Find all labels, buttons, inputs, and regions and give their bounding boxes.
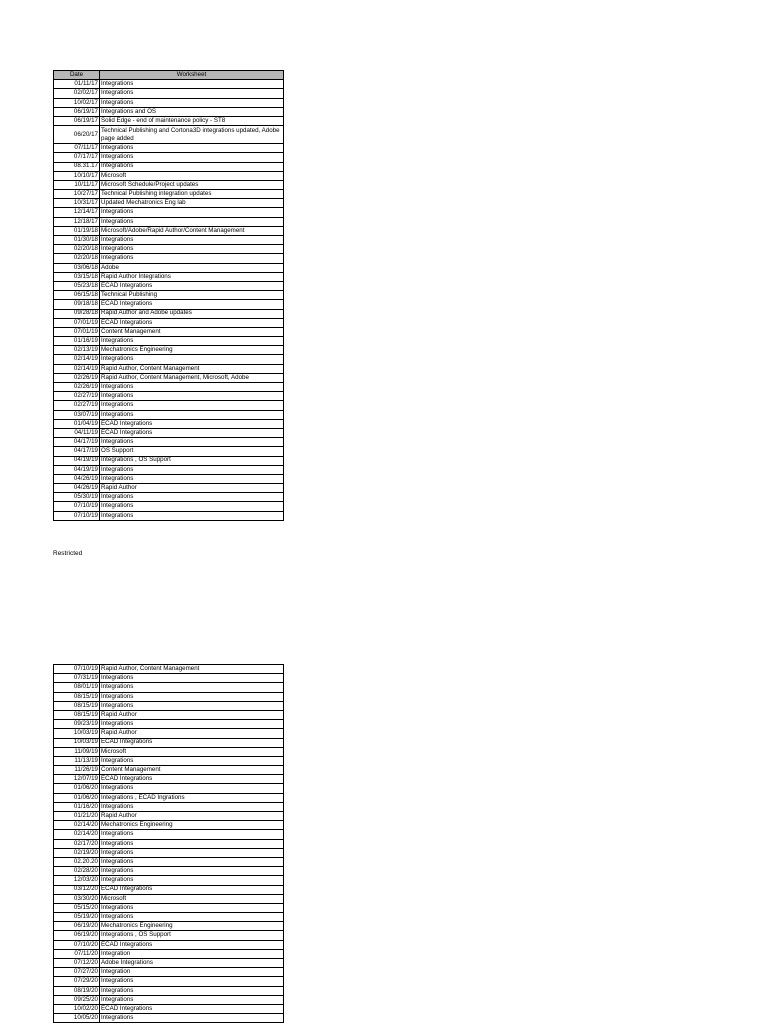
table-row — [54, 493, 284, 502]
worksheet-cell: Microsoft — [100, 747, 284, 756]
table-row — [54, 738, 284, 747]
date-cell: 06/19/17 — [54, 116, 100, 125]
date-cell: 11/26/19 — [54, 766, 100, 775]
date-cell: 07/27/20 — [54, 968, 100, 977]
table-row — [54, 428, 284, 437]
date-cell: 07/10/19 — [54, 665, 100, 674]
worksheet-cell: Integrations — [100, 977, 284, 986]
worksheet-cell: Rapid Author and Adobe updates — [100, 309, 284, 318]
table-row — [54, 226, 284, 235]
worksheet-log-table-1 — [53, 70, 284, 521]
date-cell: 10/11/17 — [54, 180, 100, 189]
date-cell: 02.20.20 — [54, 857, 100, 866]
worksheet-cell: Integrations — [100, 986, 284, 995]
table-row — [54, 438, 284, 447]
date-cell: 02/14/19 — [54, 355, 100, 364]
table-row — [54, 144, 284, 153]
table-row — [54, 821, 284, 830]
date-cell: 02/14/20 — [54, 830, 100, 839]
date-cell: 02/26/19 — [54, 373, 100, 382]
table-row — [54, 272, 284, 281]
table-row — [54, 848, 284, 857]
table-row — [54, 281, 284, 290]
date-cell: 08/01/19 — [54, 683, 100, 692]
worksheet-cell: Integrations — [100, 208, 284, 217]
date-cell: 06/19/20 — [54, 931, 100, 940]
date-cell: 07/11/20 — [54, 949, 100, 958]
table-row — [54, 291, 284, 300]
worksheet-column-header: Worksheet — [100, 71, 284, 80]
date-cell: 02/13/19 — [54, 346, 100, 355]
date-column-header: Date — [54, 71, 100, 80]
table-row — [54, 89, 284, 98]
table-row — [54, 812, 284, 821]
date-cell: 09/23/19 — [54, 720, 100, 729]
worksheet-cell: Integrations — [100, 474, 284, 483]
date-cell: 04/11/19 — [54, 428, 100, 437]
date-cell: 05/15/20 — [54, 903, 100, 912]
worksheet-cell: Integrations — [100, 848, 284, 857]
table-row — [54, 802, 284, 811]
table-row — [54, 364, 284, 373]
worksheet-cell: Integrations — [100, 410, 284, 419]
table-row — [54, 839, 284, 848]
table-row — [54, 502, 284, 511]
worksheet-cell: Integrations — [100, 162, 284, 171]
table-row — [54, 747, 284, 756]
table-row — [54, 710, 284, 719]
worksheet-cell: Integrations — [100, 692, 284, 701]
date-cell: 02/17/20 — [54, 839, 100, 848]
date-cell: 07/10/19 — [54, 511, 100, 520]
date-cell: 10/03/19 — [54, 738, 100, 747]
table-row — [54, 263, 284, 272]
date-cell: 01/30/18 — [54, 236, 100, 245]
worksheet-cell: Integrations — [100, 245, 284, 254]
worksheet-cell: Integrations — [100, 802, 284, 811]
table-row — [54, 784, 284, 793]
date-cell: 09/28/18 — [54, 309, 100, 318]
worksheet-cell: ECAD Integrations — [100, 940, 284, 949]
table-row — [54, 674, 284, 683]
date-cell: 07/11/17 — [54, 144, 100, 153]
date-cell: 08/15/19 — [54, 692, 100, 701]
table-row — [54, 410, 284, 419]
date-cell: 02/14/19 — [54, 364, 100, 373]
date-cell: 07/10/19 — [54, 502, 100, 511]
date-cell: 10/31/17 — [54, 199, 100, 208]
table-row — [54, 180, 284, 189]
worksheet-cell: Integrations — [100, 493, 284, 502]
date-cell: 02/14/20 — [54, 821, 100, 830]
date-cell: 07/12/20 — [54, 959, 100, 968]
worksheet-cell: ECAD Integrations — [100, 428, 284, 437]
worksheet-cell: Mechatronics Engineering — [100, 922, 284, 931]
date-cell: 07/01/19 — [54, 327, 100, 336]
worksheet-cell: Integrations — [100, 383, 284, 392]
table-row — [54, 171, 284, 180]
date-cell: 11/09/19 — [54, 747, 100, 756]
table-row — [54, 683, 284, 692]
table-row — [54, 692, 284, 701]
worksheet-cell: Adobe Integrations — [100, 959, 284, 968]
worksheet-cell: Integrations — [100, 830, 284, 839]
table-row — [54, 392, 284, 401]
worksheet-cell: Integrations — [100, 98, 284, 107]
date-cell: 05/23/18 — [54, 281, 100, 290]
date-cell: 01/16/19 — [54, 337, 100, 346]
table-row — [54, 383, 284, 392]
table-row — [54, 190, 284, 199]
date-cell: 01/11/17 — [54, 80, 100, 89]
table-row — [54, 346, 284, 355]
table-row — [54, 922, 284, 931]
worksheet-cell: ECAD Integrations — [100, 300, 284, 309]
worksheet-cell: Rapid Author — [100, 484, 284, 493]
worksheet-cell: Rapid Author — [100, 710, 284, 719]
table-row — [54, 217, 284, 226]
table-row — [54, 116, 284, 125]
table-row — [54, 107, 284, 116]
table-row — [54, 775, 284, 784]
date-cell: 07/01/19 — [54, 318, 100, 327]
date-cell: 03/06/18 — [54, 263, 100, 272]
table-row — [54, 245, 284, 254]
table-row — [54, 456, 284, 465]
worksheet-cell: ECAD Integrations — [100, 885, 284, 894]
date-cell: 04/19/19 — [54, 456, 100, 465]
date-cell: 04/19/19 — [54, 465, 100, 474]
worksheet-cell: Rapid Author — [100, 729, 284, 738]
worksheet-cell: Integrations — [100, 254, 284, 263]
date-cell: 02/28/20 — [54, 867, 100, 876]
worksheet-cell: Mechatronics Engineering — [100, 346, 284, 355]
worksheet-cell: Integrations — [100, 337, 284, 346]
date-cell: 01/16/20 — [54, 802, 100, 811]
worksheet-cell: Integrations — [100, 217, 284, 226]
table-row — [54, 720, 284, 729]
worksheet-cell: Integrations — [100, 465, 284, 474]
worksheet-cell: ECAD Integrations — [100, 318, 284, 327]
worksheet-cell: Microsoft — [100, 171, 284, 180]
table-row — [54, 447, 284, 456]
worksheet-cell: Integrations — [100, 144, 284, 153]
worksheet-cell: Microsoft Schedule/Project updates — [100, 180, 284, 189]
date-cell: 09/18/18 — [54, 300, 100, 309]
table-row — [54, 949, 284, 958]
worksheet-cell: OS Support — [100, 447, 284, 456]
worksheet-cell: Integrations — [100, 756, 284, 765]
worksheet-cell: ECAD Integrations — [100, 281, 284, 290]
table-row — [54, 1014, 284, 1023]
date-cell: 08/15/19 — [54, 701, 100, 710]
worksheet-cell: Integrations — [100, 153, 284, 162]
table-row — [54, 867, 284, 876]
date-cell: 10/27/17 — [54, 190, 100, 199]
table-row — [54, 959, 284, 968]
table-row — [54, 876, 284, 885]
date-cell: 02/19/20 — [54, 848, 100, 857]
table-header-row — [54, 71, 284, 80]
date-cell: 06/19/20 — [54, 922, 100, 931]
worksheet-log-table-2 — [53, 664, 284, 1023]
worksheet-cell: Integrations — [100, 438, 284, 447]
table-row — [54, 236, 284, 245]
date-cell: 06/15/18 — [54, 291, 100, 300]
table-row — [54, 511, 284, 520]
worksheet-cell: Integrations — [100, 89, 284, 98]
worksheet-cell: Integrations — [100, 401, 284, 410]
worksheet-cell: Integrations — [100, 674, 284, 683]
table-row — [54, 337, 284, 346]
worksheet-cell: Integrations — [100, 995, 284, 1004]
date-cell: 01/06/20 — [54, 793, 100, 802]
date-cell: 01/06/20 — [54, 784, 100, 793]
date-cell: 08.31.17 — [54, 162, 100, 171]
table-2-body — [54, 665, 284, 1023]
table-row — [54, 162, 284, 171]
date-cell: 10/02/20 — [54, 1004, 100, 1013]
worksheet-cell: Integrations — [100, 502, 284, 511]
date-cell: 01/19/18 — [54, 226, 100, 235]
worksheet-cell: Technical Publishing integration updates — [100, 190, 284, 199]
table-row — [54, 254, 284, 263]
date-cell: 10/03/19 — [54, 729, 100, 738]
table-row — [54, 300, 284, 309]
worksheet-cell: Integrations — [100, 392, 284, 401]
worksheet-cell: Integration — [100, 949, 284, 958]
worksheet-cell: Integrations — [100, 720, 284, 729]
table-row — [54, 977, 284, 986]
worksheet-cell: Updated Mechatronics Eng lab — [100, 199, 284, 208]
date-cell: 02/20/18 — [54, 245, 100, 254]
worksheet-cell: Rapid Author, Content Management — [100, 665, 284, 674]
date-cell: 04/17/19 — [54, 447, 100, 456]
date-cell: 02/02/17 — [54, 89, 100, 98]
worksheet-cell: Rapid Author — [100, 812, 284, 821]
table-row — [54, 940, 284, 949]
table-row — [54, 355, 284, 364]
worksheet-cell: ECAD Integrations — [100, 775, 284, 784]
table-row — [54, 401, 284, 410]
date-cell: 02/20/18 — [54, 254, 100, 263]
table-row — [54, 465, 284, 474]
worksheet-cell: Integrations — [100, 1014, 284, 1023]
date-cell: 03/12/20 — [54, 885, 100, 894]
date-cell: 12/03/20 — [54, 876, 100, 885]
date-cell: 04/26/19 — [54, 484, 100, 493]
date-cell: 12/07/19 — [54, 775, 100, 784]
date-cell: 12/14/17 — [54, 208, 100, 217]
worksheet-cell: Integrations — [100, 683, 284, 692]
worksheet-cell: Integrations — [100, 857, 284, 866]
date-cell: 03/07/19 — [54, 410, 100, 419]
worksheet-cell: Rapid Author Integrations — [100, 272, 284, 281]
table-row — [54, 894, 284, 903]
worksheet-cell: Technical Publishing and Cortona3D integrations updated, Adobe page added — [100, 126, 284, 144]
date-cell: 12/18/17 — [54, 217, 100, 226]
date-cell: 04/26/19 — [54, 474, 100, 483]
date-cell: 02/26/19 — [54, 383, 100, 392]
worksheet-cell: ECAD Integrations — [100, 419, 284, 428]
date-cell: 11/13/19 — [54, 756, 100, 765]
table-row — [54, 903, 284, 912]
table-row — [54, 1004, 284, 1013]
table-row — [54, 153, 284, 162]
worksheet-cell: Content Management — [100, 327, 284, 336]
table-row — [54, 766, 284, 775]
worksheet-cell: Integrations — [100, 511, 284, 520]
date-cell: 07/31/19 — [54, 674, 100, 683]
table-row — [54, 995, 284, 1004]
table-row — [54, 327, 284, 336]
worksheet-cell: Integrations — [100, 355, 284, 364]
table-row — [54, 885, 284, 894]
worksheet-cell: Integrations , ECAD Ingrations — [100, 793, 284, 802]
date-cell: 06/20/17 — [54, 126, 100, 144]
worksheet-cell: Integrations — [100, 236, 284, 245]
table-row — [54, 80, 284, 89]
date-cell: 04/17/19 — [54, 438, 100, 447]
worksheet-cell: Integrations — [100, 876, 284, 885]
worksheet-cell: Integrations — [100, 903, 284, 912]
worksheet-cell: Integrations — [100, 867, 284, 876]
table-row — [54, 857, 284, 866]
table-row — [54, 701, 284, 710]
date-cell: 01/21/20 — [54, 812, 100, 821]
table-row — [54, 98, 284, 107]
worksheet-cell: Rapid Author, Content Management, Microsoft, Adobe — [100, 373, 284, 382]
worksheet-cell: Integrations , OS Support — [100, 456, 284, 465]
worksheet-cell: Solid Edge - end of maintenance policy - ST8 — [100, 116, 284, 125]
date-cell: 10/10/17 — [54, 171, 100, 180]
worksheet-cell: ECAD Integrations — [100, 738, 284, 747]
worksheet-cell: Mechatronics Engineering — [100, 821, 284, 830]
table-row — [54, 208, 284, 217]
table-row — [54, 474, 284, 483]
date-cell: 10/05/20 — [54, 1014, 100, 1023]
date-cell: 07/29/20 — [54, 977, 100, 986]
table-row — [54, 199, 284, 208]
date-cell: 03/15/18 — [54, 272, 100, 281]
date-cell: 07/17/17 — [54, 153, 100, 162]
table-row — [54, 729, 284, 738]
worksheet-cell: Rapid Author, Content Management — [100, 364, 284, 373]
table-row — [54, 318, 284, 327]
worksheet-cell: Adobe — [100, 263, 284, 272]
worksheet-cell: ECAD Integrations — [100, 1004, 284, 1013]
table-row — [54, 373, 284, 382]
worksheet-cell: Content Management — [100, 766, 284, 775]
date-cell: 02/27/19 — [54, 401, 100, 410]
worksheet-cell: Integration — [100, 968, 284, 977]
table-row — [54, 793, 284, 802]
date-cell: 08/15/19 — [54, 710, 100, 719]
table-row — [54, 756, 284, 765]
table-row — [54, 968, 284, 977]
table-row — [54, 986, 284, 995]
table-row — [54, 484, 284, 493]
date-cell: 03/30/20 — [54, 894, 100, 903]
worksheet-cell: Microsoft/Adobe/Rapid Author/Content Management — [100, 226, 284, 235]
table-row — [54, 126, 284, 144]
date-cell: 02/27/19 — [54, 392, 100, 401]
table-row — [54, 665, 284, 674]
table-row — [54, 830, 284, 839]
date-cell: 09/25/20 — [54, 995, 100, 1004]
date-cell: 06/19/17 — [54, 107, 100, 116]
worksheet-cell: Integrations — [100, 784, 284, 793]
worksheet-cell: Integrations , OS Support — [100, 931, 284, 940]
date-cell: 01/04/19 — [54, 419, 100, 428]
worksheet-cell: Integrations — [100, 913, 284, 922]
date-cell: 07/10/20 — [54, 940, 100, 949]
date-cell: 08/19/20 — [54, 986, 100, 995]
worksheet-cell: Microsoft — [100, 894, 284, 903]
date-cell: 05/30/19 — [54, 493, 100, 502]
table-row — [54, 913, 284, 922]
table-1-body — [54, 80, 284, 521]
worksheet-cell: Integrations — [100, 701, 284, 710]
worksheet-cell: Integrations — [100, 839, 284, 848]
table-row — [54, 309, 284, 318]
date-cell: 05/19/20 — [54, 913, 100, 922]
restricted-label: Restricted — [53, 550, 83, 557]
date-cell: 10/02/17 — [54, 98, 100, 107]
table-row — [54, 419, 284, 428]
table-row — [54, 931, 284, 940]
worksheet-cell: Integrations — [100, 80, 284, 89]
worksheet-cell: Integrations and OS — [100, 107, 284, 116]
worksheet-cell: Technical Publishing — [100, 291, 284, 300]
